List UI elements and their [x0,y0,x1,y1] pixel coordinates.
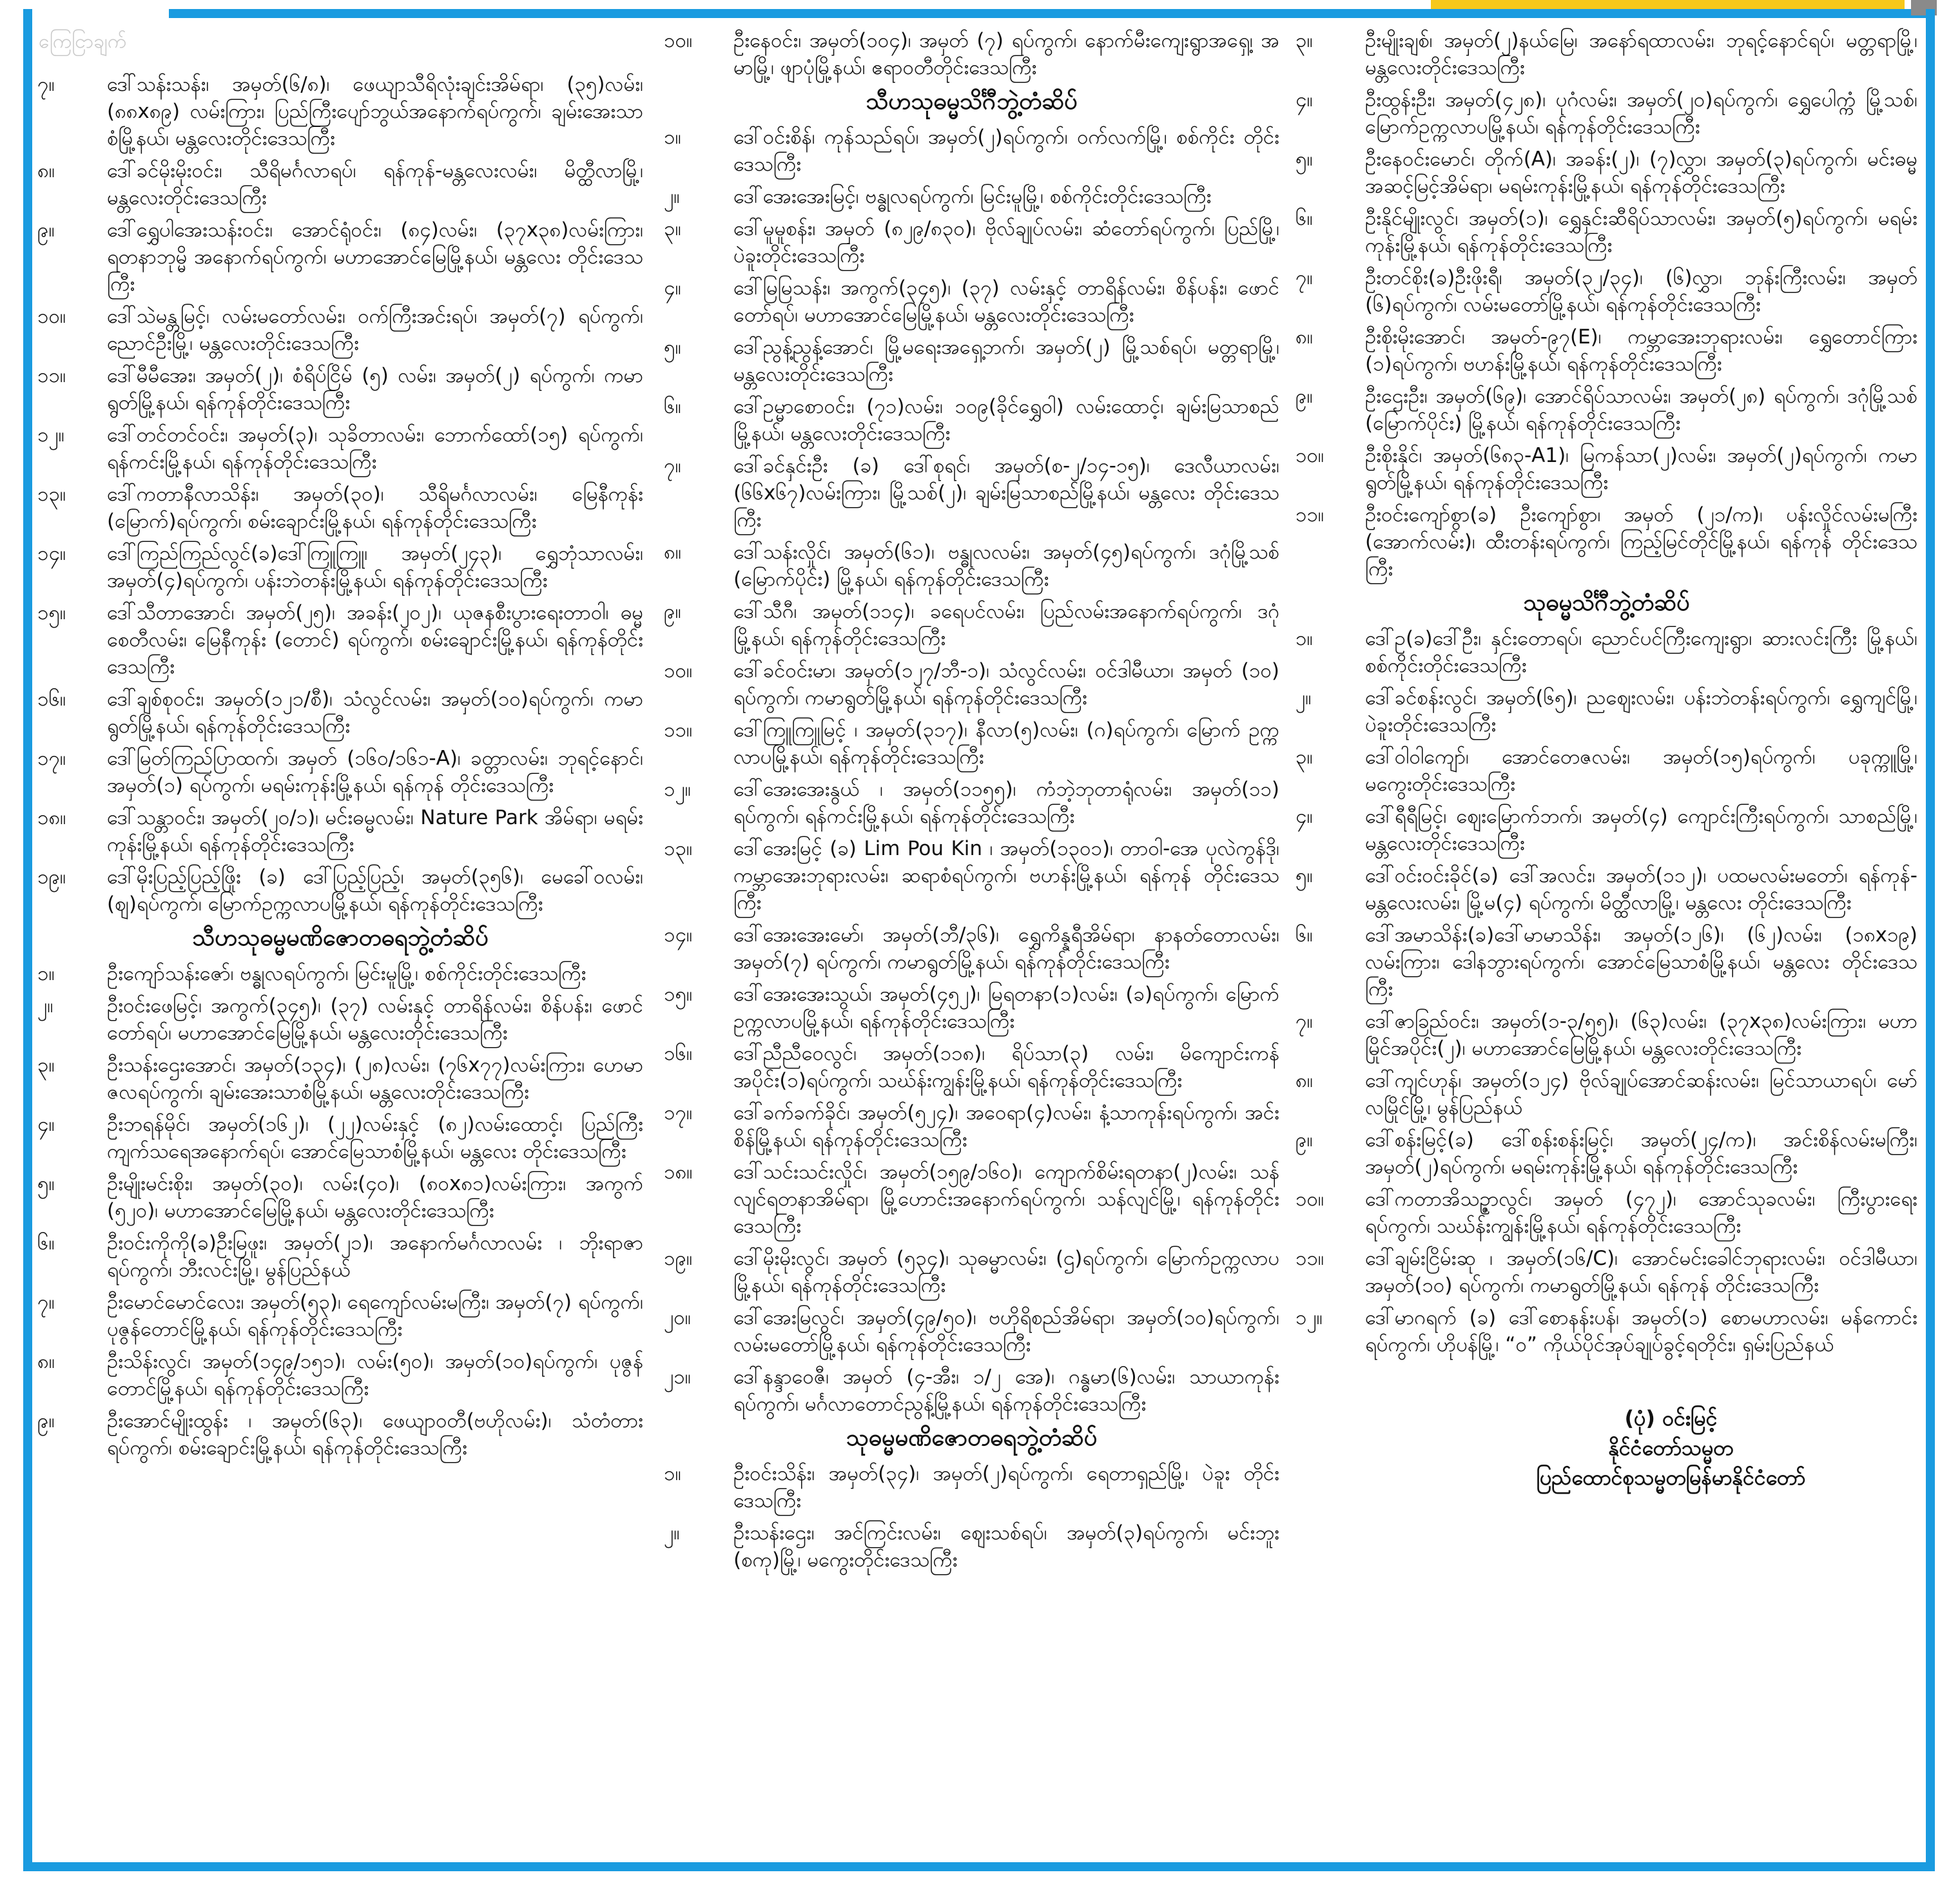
item-number: ၁၁။ [664,718,693,742]
item-text: ဒေါ်နန္ဒာဝေဇီ၊ အမှတ် (၄-အီး၊ ၁/၂ အေ)၊ ဂန္ဓမာ(၆)လမ်း၊ သာယာကုန်း ရပ်ကွက်၊ မင်္ဂလာတောင်ညွန့်မြို့နယ်၊ ရန်ကုန်တိုင်းဒေသကြီး [733,1365,1279,1416]
item-text: ဦးစိုးမိုးအောင်၊ အမှတ်-၉၇(E)၊ ကမ္ဘာအေးဘုရားလမ်း၊ ရွှေတောင်ကြား (၁)ရပ်ကွက်၊ ဗဟန်းမြို့နယ်၊ ရန်ကုန်တိုင်းဒေသကြီး [1365,325,1917,376]
list-item [37,1170,643,1224]
item-number: ၁၄။ [37,542,66,565]
item-text: ဒေါ်အေးအေးမြင့်၊ ဗန္ဓုလရပ်ကွက်၊ မြင်းမူမြို့၊ စစ်ကိုင်းတိုင်းဒေသကြီး [733,185,1212,208]
item-text: ဦးသန်းဌေး၊ အင်ကြင်းလမ်း၊ ဈေးသစ်ရပ်၊ အမှတ်(၃)ရပ်ကွက်၊ မင်းဘူး (စကု)မြို့၊ မကွေးတိုင်းဒေသကြီး [733,1521,1279,1572]
list-item [1295,501,1917,583]
item-number: ၆။ [1295,923,1313,947]
list-item [37,1052,643,1106]
item-text: ဒေါ်သန္တာဝင်း၊ အမှတ်(၂၀/၁)၊ မင်းဓမ္မလမ်း၊ Nature Park အိမ်ရာ၊ မရမ်းကုန်းမြို့နယ်၊ ရန်ကုန်တိုင်းဒေသကြီး [107,806,643,856]
list-item [37,804,643,858]
item-number: ၂၀။ [664,1306,692,1329]
list-item [1295,27,1917,81]
item-number: ၃။ [1295,746,1313,769]
item-number: ၈။ [37,1350,55,1373]
list-item [37,540,643,594]
item-text: ဒေါ်သဲမန္တမြင့်၊ လမ်းမတော်လမ်း၊ ဝက်ကြီးအင်းရပ်၊ အမှတ်(၇) ရပ်ကွက်၊ ညောင်ဦးမြို့၊ မန္တလေးတိုင်းဒေသကြီး [107,305,643,355]
item-text: ဒေါ်ဝင်းဝင်းခိုင်(ခ) ဒေါ်အလင်း၊ အမှတ်(၁၁၂)၊ ပထမလမ်းမတော်၊ ရန်ကုန်-မန္တလေးလမ်း၊ မြို့မ(၄) ရပ်ကွက်၊ မိတ္ထီလာမြို့၊ မန္တလေး တိုင်းဒေသကြီး [1365,864,1917,914]
item-number: ၁၁။ [37,364,66,387]
item-number: ၈။ [1295,325,1314,349]
list-item [664,539,1279,593]
item-number: ၁၅။ [37,601,66,624]
list-item [664,1363,1279,1418]
list-item [1295,803,1917,857]
item-number: ၁၆။ [664,1042,693,1065]
item-text: ဒေါ်ကတာနီလာသိန်း၊ အမှတ်(၃၀)၊ သီရိမင်္ဂလာလမ်း၊ မြေနီကုန်း (မြောက်)ရပ်ကွက်၊ စမ်းချောင်းမြို့နယ်၊ ရန်ကုန်တိုင်းဒေသကြီး [107,483,643,533]
list-item [37,863,643,918]
signature-line: ပြည်ထောင်စုသမ္မတမြန်မာနိုင်ငံတော် [1536,1465,1806,1490]
item-text: ဒေါ်ဥမ္မာစောဝင်း၊ (၇၁)လမ်း၊ ၁၀၉(ခိုင်ရွှေဝါ) လမ်းထောင့်၊ ချမ်းမြသာစည်မြို့နယ်၊ မန္တလေးတိုင်းဒေသကြီး [733,395,1279,445]
item-text: ဒေါ်ကျင်ဟုန်၊ အမှတ်(၁၂၄) ဗိုလ်ချုပ်အောင်ဆန်းလမ်း၊ မြင်သာယာရပ်၊ မော်လမြိုင်မြို့၊ မွန်ပြည်နယ် [1365,1069,1917,1119]
list-item [37,960,643,987]
list-item [37,157,643,211]
item-text: ဒေါ်မိုးမိုးလွင်၊ အမှတ် (၅၃၄)၊ သုဓမ္မာလမ်း၊ (ဌ)ရပ်ကွက်၊ မြောက်ဥက္ကလာပ မြို့နယ်၊ ရန်ကုန်တိုင်းဒေသကြီး [733,1247,1279,1297]
item-text: ဒေါ်ကြူကြူမြင့် ၊ အမှတ်(၃၁၇)၊ နီလာ(၅)လမ်း၊ (ဂ)ရပ်ကွက်၊ မြောက် ဥက္ကလာပမြို့နယ်၊ ရန်ကုန်တိုင်းဒေသကြီး [733,718,1279,769]
item-number: ၉။ [1295,1128,1313,1151]
list-item [1295,1126,1917,1180]
item-number: ၁၇။ [664,1101,693,1124]
item-number: ၆။ [1295,207,1313,230]
item-number: ၇။ [37,73,55,96]
list-item [37,1407,643,1461]
item-number: ၉။ [37,1409,55,1432]
item-number: ၁၁။ [1295,1247,1324,1270]
item-text: ဒေါ်ဝင်းစိန်၊ ကုန်သည်ရပ်၊ အမှတ်(၂)ရပ်ကွက်၊ ဝက်လက်မြို့၊ စစ်ကိုင်း တိုင်းဒေသကြီး [733,126,1279,176]
list-item [664,1519,1279,1574]
item-number: ၂၁။ [664,1365,692,1389]
item-number: ၁၂။ [664,778,692,801]
item-text: ဦးဝင်းဖေမြင့်၊ အကွက်(၃၄၅)၊ (၃၇) လမ်းနှင့် တာရိန်လမ်း၊ စိန်ပန်း၊ ဖောင်တော်ရပ်၊ မဟာအောင်မြေမြို့နယ်၊ မန္တလေးတိုင်းဒေသကြီး [107,994,643,1045]
item-text: ဒေါ်ခက်ခက်ခိုင်၊ အမှတ်(၅၂၄)၊ အဝေရာ(၄)လမ်း၊ နံ့သာကုန်းရပ်ကွက်၊ အင်းစိန်မြို့နယ်၊ ရန်ကုန်တိုင်းဒေသကြီး [733,1101,1279,1151]
item-number: ၁၀။ [1295,1188,1324,1211]
item-number: ၃။ [1295,29,1313,52]
list-item [1295,146,1917,200]
list-item [1295,323,1917,378]
item-number: ၆။ [37,1231,55,1255]
list-item [37,1289,643,1343]
item-number: ၂။ [664,1521,680,1545]
item-text: ဒေါ်ရီရီမြင့်၊ ဈေးမြောက်ဘက်၊ အမှတ်(၄) ကျောင်းကြီးရပ်ကွက်၊ သာစည်မြို့၊ မန္တလေးတိုင်းဒေသကြီး [1365,805,1917,855]
item-number: ၁၃။ [37,483,66,506]
list-item [1295,86,1917,140]
item-text: ဒေါ်တင်တင်ဝင်း၊ အမှတ်(၃)၊ သုခိတာလမ်း၊ ဘောက်ထော်(၁၅) ရပ်ကွက်၊ ရန်ကင်းမြို့နယ်၊ ရန်ကုန်တိုင်းဒေသကြီး [107,423,643,474]
item-text: ဒေါ်သန်းသန်း၊ အမှတ်(၆/၈)၊ ဖေယျာသီရိလုံးချင်းအိမ်ရာ၊ (၃၅)လမ်း၊ (၈၈x၈၉) လမ်းကြား၊ ပြည်ကြီးပျော်ဘွယ်အနောက်ရပ်ကွက်၊ ချမ်းအေးသာစံမြို့နယ်၊ မန္တလေးတိုင်းဒေသကြီး [107,73,643,150]
item-number: ၁၀။ [664,29,693,52]
item-number: ၈။ [37,159,55,182]
item-text: ဒေါ်ရွှေပါအေးသန်းဝင်း၊ အောင်ရုံဝင်း၊ (၈၄)လမ်း၊ (၃၇x၃၈)လမ်းကြား၊ ရတနာဘုမ္မိ အနောက်ရပ်ကွက်၊ မဟာအောင်မြေမြို့နယ်၊ မန္တလေး တိုင်းဒေသကြီး [107,218,643,296]
list-item [37,303,643,357]
item-text: ဦးဝင်းကိုကို(ခ)ဦးမြဖူး၊ အမှတ်(၂၁)၊ အနောက်မင်္ဂလာလမ်း ၊ ဘိုးရာဇာရပ်ကွက်၊ ဘီးလင်းမြို့၊ မွန်ပြည်နယ် [107,1231,643,1282]
item-number: ၈။ [664,541,682,564]
list-item [664,776,1279,830]
column-1 [37,71,643,1467]
item-text: ဦးဌေးဦး၊ အမှတ်(၆၉)၊ အောင်ရိပ်သာလမ်း၊ အမှတ်(၂၈) ရပ်ကွက်၊ ဒဂုံမြို့သစ် (မြောက်ပိုင်း) မြို့နယ်၊ ရန်ကုန်တိုင်းဒေသကြီး [1365,385,1917,435]
item-text: ဦးတင်စိုး(ခ)ဦးဖိုးရီ၊ အမှတ်(၃၂/၃၄)၊ (၆)လွှာ၊ ဘုန်းကြီးလမ်း၊ အမှတ် (၆)ရပ်ကွက်၊ လမ်းမတော်မြို့နယ်၊ ရန်ကုန်တိုင်းဒေသကြီး [1365,266,1917,316]
list-item [664,598,1279,652]
column-3 [1295,27,1917,1492]
item-number: ၁၂။ [1295,1306,1323,1329]
item-text: ဒေါ်အေးအေးမော်၊ အမှတ်(ဘီ/၃၆)၊ ရွှေကိန္နရီအိမ်ရာ၊ နာနတ်တောလမ်း၊ အမှတ်(၇) ရပ်ကွက်၊ ကမာရွတ်မြို့နယ်၊ ရန်ကုန်တိုင်းဒေသကြီး [733,923,1279,974]
item-text: ဦးမျိုးချစ်၊ အမှတ်(၂)နယ်မြေ၊ အနော်ရထာလမ်း၊ ဘုရင့်နောင်ရပ်၊ မတ္တရာမြို့၊ မန္တလေးတိုင်းဒေသကြီး [1365,29,1917,79]
item-number: ၇။ [37,1291,55,1314]
list-item [1295,1008,1917,1062]
item-number: ၁။ [664,126,681,149]
section-heading: သုဓမ္မသိင်္ဂီဘွဲ့တံဆိပ် [1523,590,1690,616]
list-item [1295,1186,1917,1240]
list-item [664,1304,1279,1358]
item-number: ၃။ [664,217,681,240]
item-number: ၁။ [1295,627,1313,650]
item-text: ဦးသိန်းလွင်၊ အမှတ်(၁၄၉/၁၅၁)၊ လမ်း(၅၀)၊ အမှတ်(၁၀)ရပ်ကွက်၊ ပုဇွန်တောင်မြို့နယ်၊ ရန်ကုန်တိုင်းဒေသကြီး [107,1350,643,1400]
left-border [23,9,32,1871]
item-number: ၇။ [664,454,681,477]
item-number: ၁၀။ [1295,444,1324,467]
item-number: ၁၈။ [664,1160,693,1184]
list-item [1295,264,1917,318]
item-number: ၁၄။ [664,923,693,947]
column-2 [664,27,1279,1579]
item-number: ၁၅။ [664,983,693,1006]
item-text: ဒေါ်မူမူစန်း၊ အမှတ် (၈၂၉/၈၃၀)၊ ဗိုလ်ချုပ်လမ်း၊ ဆံတော်ရပ်ကွက်၊ ပြည်မြို့၊ ပဲခူးတိုင်းဒေသကြီး [733,217,1279,267]
list-item [664,183,1279,210]
item-number: ၂။ [664,185,680,208]
right-border [1926,9,1935,1871]
item-text: ဒေါ်အေးမြလွင်၊ အမှတ်(၄၉/၅၀)၊ ဗဟိုရိစည်အိမ်ရာ၊ အမှတ်(၁၀)ရပ်ကွက်၊ လမ်းမတော်မြို့နယ်၊ ရန်ကုန်တိုင်းဒေသကြီး [733,1306,1279,1356]
item-number: ၄။ [664,276,681,300]
item-number: ၇။ [1295,266,1313,289]
item-number: ၁၂။ [37,423,65,447]
list-item [664,1159,1279,1240]
item-text: ဦးဝင်းသိန်း၊ အမှတ်(၃၄)၊ အမှတ်(၂)ရပ်ကွက်၊ ရေတာရှည်မြို့၊ ပဲခူး တိုင်းဒေသကြီး [733,1462,1279,1512]
list-item [37,421,643,476]
list-item [664,921,1279,976]
item-text: ဒေါ်သီဂီ၊ အမှတ်(၁၁၄)၊ ခရေပင်လမ်း၊ ပြည်လမ်းအနောက်ရပ်ကွက်၊ ဒဂုံမြို့နယ်၊ ရန်ကုန်တိုင်းဒေသကြီး [733,600,1279,650]
section-heading: သီဟသုဓမ္မမဏိဇောတဓရဘွဲ့တံဆိပ် [192,925,489,951]
list-item [664,215,1279,269]
top-yellow-strip [1431,0,1905,9]
item-number: ၁၀။ [664,659,693,682]
item-number: ၉။ [1295,385,1313,408]
list-item [37,992,643,1046]
list-item [1295,1304,1917,1358]
top-border [169,9,1935,18]
item-number: ၁၀။ [37,305,66,328]
item-number: ၉။ [664,600,681,623]
item-number: ၉။ [37,218,55,242]
item-text: ဒေါ်ဝါဝါကျော်၊ အောင်တေဇလမ်း၊ အမှတ်(၁၅)ရပ်ကွက်၊ ပခုက္ကူမြို့၊ မကွေးတိုင်းဒေသကြီး [1365,746,1917,796]
list-item [664,657,1279,711]
list-item [664,981,1279,1035]
item-text: ဒေါ်စန်းမြင့်(ခ) ဒေါ်စန်းစန်းမြင့်၊ အမှတ်(၂၄/က)၊ အင်းစိန်လမ်းမကြီး၊ အမှတ်(၂)ရပ်ကွက်၊ မရမ်းကုန်းမြို့နယ်၊ ရန်ကုန်တိုင်းဒေသကြီး [1365,1128,1917,1179]
item-number: ၄။ [1295,805,1313,828]
signature-block [1295,1403,1917,1492]
item-number: ၁၃။ [664,837,693,860]
list-item [1295,1245,1917,1299]
item-text: ဒေါ်ညီညီဝေလွင်၊ အမှတ်(၁၁၈)၊ ရိပ်သာ(၃) လမ်း၊ မိကျောင်းကန် အပိုင်း(၁)ရပ်ကွက်၊ သဃ်န်းကျွန်းမြို့နယ်၊ ရန်ကုန်တိုင်းဒေသကြီး [733,1042,1279,1092]
item-text: ဦးစိုးနိုင်၊ အမှတ်(၆၈၃-A1)၊ မြကန်သာ(၂)လမ်း၊ အမှတ်(၂)ရပ်ကွက်၊ ကမာရွတ်မြို့နယ်၊ ရန်ကုန်တိုင်းဒေသကြီး [1365,444,1917,494]
list-item [1295,1067,1917,1121]
section-heading: သီဟသုဓမ္မသိင်္ဂီဘွဲ့တံဆိပ် [866,88,1078,115]
item-text: ဒေါ်အမာသိန်း(ခ)ဒေါ်မာမာသိန်း၊ အမှတ်(၁၂၆)၊ (၆၂)လမ်း၊ (၁၈x၁၉) လမ်းကြား၊ ဒေါနဘွားရပ်ကွက်၊ အောင်မြေသာစံမြို့နယ်၊ မန္တလေး တိုင်းဒေသကြီး [1365,923,1917,1001]
item-text: ဦးမျိုးမင်းစိုး၊ အမှတ်(၃၀)၊ လမ်း(၄၀)၊ (၈၀x၈၁)လမ်းကြား၊ အကွက် (၅၂၀)၊ မဟာအောင်မြေမြို့နယ်၊ မန္တလေးတိုင်းဒေသကြီး [107,1172,643,1222]
item-text: ဒေါ်ခင်စန်းလွင်၊ အမှတ်(၆၅)၊ ညဈေးလမ်း၊ ပန်းဘဲတန်းရပ်ကွက်၊ ရွှေကျင်မြို့၊ ပဲခူးတိုင်းဒေသကြီး [1365,686,1917,737]
list-item [37,599,643,680]
item-text: ဒေါ်ခင်မိုးမိုးဝင်း၊ သီရိမင်္ဂလာရပ်၊ ရန်ကုန်-မန္တလေးလမ်း၊ မိတ္ထီလာမြို့၊ မန္တလေးတိုင်းဒေသကြီး [107,159,643,209]
item-number: ၅။ [1295,148,1313,171]
list-item [37,71,643,152]
list-item [664,1245,1279,1299]
list-item [37,686,643,740]
list-item [664,1040,1279,1094]
item-number: ၁၈။ [37,806,66,829]
list-item [664,835,1279,916]
section-heading: သုဓမ္မမဏိဇောတဓရဘွဲ့တံဆိပ် [846,1425,1098,1451]
item-number: ၃။ [37,1054,55,1077]
list-item [664,1099,1279,1153]
list-item [664,452,1279,534]
signature-line: နိုင်ငံတော်သမ္မတ [1608,1436,1734,1460]
list-item [1295,921,1917,1003]
item-number: ၅။ [1295,864,1313,887]
item-text: ဒေါ်သင်းသင်းလှိုင်၊ အမှတ်(၁၅၉/၁၆၀)၊ ကျောက်စိမ်းရတနာ(၂)လမ်း၊ သန်လျင်ရတနာအိမ်ရာ၊ မြို့ဟောင်းအနောက်ရပ်ကွက်၊ သန်လျင်မြို့၊ ရန်ကုန်တိုင်းဒေသကြီး [733,1160,1279,1238]
item-text: ဦးအောင်မျိုးထွန်း ၊ အမှတ်(၆၃)၊ ဖေယျာဝတီ(ဗဟိုလမ်း)၊ သံတံတား ရပ်ကွက်၊ စမ်းချောင်းမြို့နယ်၊ ရန်ကုန်တိုင်းဒေသကြီး [107,1409,643,1459]
list-item [664,393,1279,447]
list-item [37,1111,643,1165]
item-text: ဦးကျော်သန်းဇော်၊ ဗန္ဓုလရပ်ကွက်၊ မြင်းမူမြို့၊ စစ်ကိုင်းတိုင်းဒေသကြီး [107,962,587,985]
item-text: ဒေါ်ခင်ဝင်းမာ၊ အမှတ်(၁၂၇/ဘီ-၁)၊ သံလွင်လမ်း၊ ဝင်ဒါမီယာ၊ အမှတ် (၁၀) ရပ်ကွက်၊ ကမာရွတ်မြို့နယ်၊ ရန်ကုန်တိုင်းဒေသကြီး [733,659,1279,709]
faded-header-label: ကြေငြာချက် [39,30,127,53]
item-number: ၄။ [37,1113,55,1136]
item-number: ၁၁။ [1295,503,1324,526]
item-number: ၅။ [664,336,681,359]
item-number: ၅။ [37,1172,55,1195]
list-item [37,481,643,535]
item-number: ၇။ [1295,1010,1313,1033]
item-text: ဒေါ်ကြည်ကြည်လွင်(ခ)ဒေါ်ကြူကြူ၊ အမှတ်(၂၄၃)၊ ရွှေဘုံသာလမ်း၊ အမှတ်(၄)ရပ်ကွက်၊ ပန်းဘဲတန်းမြို့နယ်၊ ရန်ကုန်တိုင်းဒေသကြီး [107,542,643,592]
item-text: ဒေါ်ခင်နှင်းဦး (ခ) ဒေါ်စုရင်၊ အမှတ်(စ-၂/၁၄-၁၅)၊ ဒေလီယာလမ်း၊ (၆၆x၆၇)လမ်းကြား၊ မြို့သစ်(၂)၊ ချမ်းမြသာစည်မြို့နယ်၊ မန္တလေး တိုင်းဒေသကြီး [733,454,1279,532]
list-item [37,217,643,298]
item-text: ဦးနိုင်မျိုးလွင်၊ အမှတ်(၁)၊ ရွှေနှင်းဆီရိပ်သာလမ်း၊ အမှတ်(၅)ရပ်ကွက်၊ မရမ်းကုန်းမြို့နယ်၊ ရန်ကုန်တိုင်းဒေသကြီး [1365,207,1917,257]
list-item [37,1229,643,1284]
list-item [664,334,1279,388]
list-item [37,745,643,799]
item-text: ဦးမောင်မောင်လေး၊ အမှတ်(၅၃)၊ ရေကျော်လမ်းမကြီး၊ အမှတ်(၇) ရပ်ကွက်၊ ပုဇွန်တောင်မြို့နယ်၊ ရန်ကုန်တိုင်းဒေသကြီး [107,1291,643,1341]
item-text: ဒေါ်အေးအေးသွယ်၊ အမှတ်(၄၅၂)၊ မြရတနာ(၁)လမ်း၊ (ခ)ရပ်ကွက်၊ မြောက်ဥက္ကလာပမြို့နယ်၊ ရန်ကုန်တိုင်းဒေသကြီး [733,983,1279,1033]
item-text: ဒေါ်မာဂရက် (ခ) ဒေါ်စောနန်းပန်၊ အမှတ်(၁) စောမဟာလမ်း၊ မန်ကောင်းရပ်ကွက်၊ ဟိုပန်မြို့၊ “ဝ” ကိုယ်ပိုင်အုပ်ချုပ်ခွင့်ရတိုင်း၊ ရှမ်းပြည်နယ် [1365,1306,1917,1356]
list-item [1295,442,1917,496]
item-text: ဒေါ်မြတ်ကြည်ပြာထက်၊ အမှတ် (၁၆၀/၁၆၁-A)၊ ခတ္တာလမ်း၊ ဘုရင့်နောင်၊ အမှတ်(၁) ရပ်ကွက်၊ မရမ်းကုန်းမြို့နယ်၊ ရန်ကုန် တိုင်းဒေသကြီး [107,747,643,797]
list-item [664,27,1279,81]
item-text: ဦးထွန်းဦး၊ အမှတ်(၄၂၈)၊ ပုဂံလမ်း၊ အမှတ်(၂၀)ရပ်ကွက်၊ ရွှေပေါက္ကံ မြို့သစ်၊ မြောက်ဥက္ကလာပမြို့နယ်၊ ရန်ကုန်တိုင်းဒေသကြီး [1365,88,1917,139]
item-number: ၁၉။ [664,1247,693,1270]
list-item [664,717,1279,771]
list-item [1295,744,1917,798]
list-item [1295,383,1917,437]
item-text: ဒေါ်မီမီအေး၊ အမှတ်(၂)၊ စံရိပ်ငြိမ် (၅) လမ်း၊ အမှတ်(၂) ရပ်ကွက်၊ ကမာရွတ်မြို့နယ်၊ ရန်ကုန်တိုင်းဒေသကြီး [107,364,643,414]
item-text: ဒေါ်အေးအေးနွယ် ၊ အမှတ်(၁၁၅၅)၊ ကံဘဲ့ဘုတာရုံလမ်း၊ အမှတ်(၁၁) ရပ်ကွက်၊ ရန်ကင်းမြို့နယ်၊ ရန်ကုန်တိုင်းဒေသကြီး [733,778,1279,828]
item-number: ၂။ [37,994,53,1017]
item-text: ဒေါ်အေးမြင့် (ခ) Lim Pou Kin ၊ အမှတ်(၁၃၀၁)၊ တာဝါ-အေ ပုလဲကွန်ဒို၊ ကမ္ဘာအေးဘုရားလမ်း၊ ဆရာစံရပ်ကွက်၊ ဗဟန်းမြို့နယ်၊ ရန်ကုန် တိုင်းဒေသကြီး [733,837,1279,914]
item-number: ၁၆။ [37,688,66,711]
item-number: ၁၉။ [37,865,66,889]
list-item [1295,684,1917,738]
item-text: ဒေါ်ဥ(ခ)ဒေါ်ဦး၊ နှင်းတောရပ်၊ ညောင်ပင်ကြီးကျေးရွာ၊ ဆားလင်းကြီး မြို့နယ်၊ စစ်ကိုင်းတိုင်းဒေသကြီး [1365,627,1917,677]
item-number: ၆။ [664,395,681,418]
list-item [37,1348,643,1402]
list-item [1295,625,1917,679]
list-item [1295,862,1917,916]
item-text: ဒေါ်ဇာခြည်ဝင်း၊ အမှတ်(၁-၃/၅၅)၊ (၆၃)လမ်း၊ (၃၇x၃၈)လမ်းကြား၊ မဟာမြိုင်အပိုင်း(၂)၊ မဟာအောင်မြေမြို့နယ်၊ မန္တလေးတိုင်းဒေသကြီး [1365,1010,1917,1060]
list-item [37,362,643,416]
item-number: ၂။ [1295,686,1312,709]
item-text: ဦးနေဝင်း၊ အမှတ်(၁၀၄)၊ အမှတ် (၇) ရပ်ကွက်၊ နောက်မီးကျေးရွာအရှေ့၊ အမာမြို့၊ ဖျာပုံမြို့နယ်၊ ဧရာဝတီတိုင်းဒေသကြီး [733,29,1279,79]
list-item [1295,205,1917,259]
list-item [664,274,1279,329]
item-text: ဒေါ်သန်းလှိုင်၊ အမှတ်(၆၁)၊ ဗန္ဓုလလမ်း၊ အမှတ်(၄၅)ရပ်ကွက်၊ ဒဂုံမြို့သစ် (မြောက်ပိုင်း) မြို့နယ်၊ ရန်ကုန်တိုင်းဒေသကြီး [733,541,1279,591]
item-text: ဒေါ်မိုးပြည့်ပြည့်ဖြိုး (ခ) ဒေါ်ပြည့်ပြည့်၊ အမှတ်(၃၅၆)၊ မေခေါ်ဝလမ်း၊ (ဈ)ရပ်ကွက်၊ မြောက်ဥက္ကလာပမြို့နယ်၊ ရန်ကုန်တိုင်းဒေသကြီး [107,865,643,916]
list-item [664,1460,1279,1514]
item-number: ၈။ [1295,1069,1314,1092]
item-text: ဒေါ်ချစ်စုဝင်း၊ အမှတ်(၁၂၁/စီ)၊ သံလွင်လမ်း၊ အမှတ်(၁၀)ရပ်ကွက်၊ ကမာရွတ်မြို့နယ်၊ ရန်ကုန်တိုင်းဒေသကြီး [107,688,643,738]
item-text: ဦးဘရန်မိုင်၊ အမှတ်(၁၆၂)၊ (၂၂)လမ်းနှင့် (၈၂)လမ်းထောင့်၊ ပြည်ကြီး ကျက်သရေအနောက်ရပ်၊ အောင်မြေသာစံမြို့နယ်၊ မန္တလေး တိုင်းဒေသကြီး [107,1113,643,1163]
item-number: ၄။ [1295,88,1313,111]
item-number: ၁။ [664,1462,681,1485]
item-text: ဒေါ်ညွန့်ညွန့်အောင်၊ မြို့မရေးအရှေ့ဘက်၊ အမှတ်(၂) မြို့သစ်ရပ်၊ မတ္တရာမြို့၊ မန္တလေးတိုင်းဒေသကြီး [733,336,1279,386]
item-text: ဦးနေဝင်းမောင်၊ တိုက်(A)၊ အခန်း(၂)၊ (၇)လွှာ၊ အမှတ်(၃)ရပ်ကွက်၊ မင်းဓမ္မအဆင့်မြင့်အိမ်ရာ၊ မရမ်းကုန်းမြို့နယ်၊ ရန်ကုန်တိုင်းဒေသကြီး [1365,148,1917,198]
item-text: ဒေါ်ကတာအိသဥ္ဇာလွင်၊ အမှတ် (၄၇၂)၊ အောင်သုခလမ်း၊ ကြီးပွားရေး ရပ်ကွက်၊ သဃ်န်းကျွန်းမြို့နယ်၊ ရန်ကုန်တိုင်းဒေသကြီး [1365,1188,1917,1238]
item-number: ၁။ [37,962,55,985]
item-text: ဦးသန်းဌေးအောင်၊ အမှတ်(၁၃၄)၊ (၂၈)လမ်း၊ (၇၆x၇၇)လမ်းကြား၊ ဟေမာဇလရပ်ကွက်၊ ချမ်းအေးသာစံမြို့နယ်၊ မန္တလေးတိုင်းဒေသကြီး [107,1054,643,1104]
item-number: ၁၇။ [37,747,66,770]
item-text: ဒေါ်မြမြသန်း၊ အကွက်(၃၄၅)၊ (၃၇) လမ်းနှင့် တာရိန်လမ်း၊ စိန်ပန်း၊ ဖောင်တော်ရပ်၊ မဟာအောင်မြေမြို့နယ်၊ မန္တလေးတိုင်းဒေသကြီး [733,276,1279,327]
list-item [664,124,1279,178]
item-text: ဒေါ်သီတာအောင်၊ အမှတ်(၂၅)၊ အခန်း(၂၀၂)၊ ယုဇနစီးပွားရေးတာဝါ၊ ဓမ္မစေတီလမ်း၊ မြေနီကုန်း (တောင်) ရပ်ကွက်၊ စမ်းချောင်းမြို့နယ်၊ ရန်ကုန်တိုင်းဒေသကြီး [107,601,643,679]
bottom-border [23,1862,1935,1871]
item-text: ဒေါ်ချမ်းငြိမ်းဆု ၊ အမှတ်(၁၆/C)၊ အောင်မင်းခေါင်ဘုရားလမ်း၊ ဝင်ဒါမီယာ၊ အမှတ်(၁၀) ရပ်ကွက်၊ ကမာရွတ်မြို့နယ်၊ ရန်ကုန် တိုင်းဒေသကြီး [1365,1247,1917,1297]
item-text: ဦးဝင်းကျော်စွာ(ခ) ဦးကျော်စွာ၊ အမှတ် (၂၁/က)၊ ပန်းလှိုင်လမ်းမကြီး (အောက်လမ်း)၊ ထီးတန်းရပ်ကွက်၊ ကြည့်မြင်တိုင်မြို့နယ်၊ ရန်ကုန် တိုင်းဒေသကြီး [1365,503,1917,581]
signature-line: (ပုံ) ဝင်းမြင့် [1624,1406,1718,1430]
